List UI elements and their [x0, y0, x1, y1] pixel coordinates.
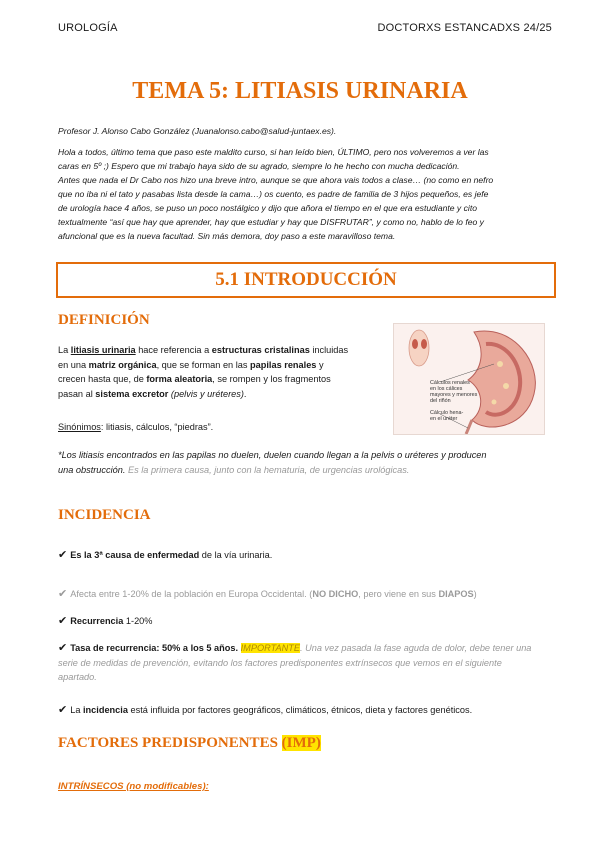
- definicion-body: [58, 343, 378, 401]
- term-aleatoria: forma aleatoria: [146, 374, 213, 384]
- check-icon: ✔: [58, 549, 68, 561]
- text: Es la 3ª causa de enfermedad: [70, 550, 200, 560]
- sinonimos-label: Sinónimos: [58, 422, 101, 432]
- term-matriz: matriz orgánica: [88, 359, 157, 370]
- incidencia-item-4: [58, 641, 540, 685]
- text: (pelvis y uréteres): [170, 388, 244, 399]
- intro-p2-line: de urología hace 4 años, se puso un poco nostálgico y dijo que añora el tiempo en el que era estudiante y cito: [58, 203, 477, 213]
- text: de la vía urinaria.: [199, 550, 273, 560]
- note-line: una obstrucción.: [58, 464, 126, 475]
- text: incidencia: [83, 705, 128, 715]
- definicion-heading: DEFINICIÓN: [58, 312, 150, 328]
- text: pasan al: [58, 388, 96, 399]
- def-line-4: [58, 387, 378, 402]
- note-line-gray: Es la primera causa, junto con la hematuria, de urgencias urológicas.: [125, 464, 410, 475]
- important-tag: IMPORTANTE: [240, 643, 301, 653]
- figure-label: del riñón: [430, 398, 451, 404]
- text: .: [243, 388, 247, 399]
- text: está influida por factores geográficos, climáticos, étnicos, dieta y factores genéticos.: [127, 705, 473, 715]
- intro-p2-line: afuncional que es la nueva facultad. Sin más demora, doy paso a este maravilloso tema.: [58, 231, 396, 241]
- sinonimos-line: [58, 420, 213, 435]
- section-title: 5.1 INTRODUCCIÓN: [215, 269, 397, 290]
- text: Afecta entre 1-20% de la población en Europa Occidental. (: [70, 589, 313, 599]
- intro-paragraph-2: [58, 173, 540, 243]
- def-line-2: [58, 358, 378, 373]
- check-icon: ✔: [58, 588, 68, 600]
- header-right: DOCTORXS ESTANCADXS 24/25: [377, 22, 552, 34]
- incidencia-item-3: [58, 614, 152, 629]
- text: , pero viene en sus: [358, 589, 439, 599]
- intro-p2-line: textualmente “así que hay que aprender, hay que estudiar y hay que DISFRUTAR”, y como no, hablo de lo feo y: [58, 217, 484, 227]
- term-papilas: papilas renales: [250, 359, 317, 370]
- text: 1-20%: [123, 616, 153, 626]
- professor-line: Profesor J. Alonso Cabo González (Juanalonso.cabo@salud-juntaex.es).: [58, 126, 337, 136]
- figure-label: Cálculos renales: [430, 380, 470, 386]
- text: incluidas: [309, 345, 349, 355]
- text: Tasa de recurrencia: 50% a los 5 años.: [70, 643, 239, 653]
- text: serie de medidas de prevención, evitando los factores predisponentes extrínsecos que vemos en el siguiente: [58, 657, 502, 668]
- intro-paragraph-1: [58, 145, 540, 173]
- text: ): [473, 589, 477, 599]
- section-heading-box: [56, 262, 556, 298]
- text: . Una vez pasada la fase aguda de dolor, debe tener una: [300, 643, 532, 653]
- text: hace referencia a: [135, 345, 212, 355]
- intro-p2-line: que no iba ni el tato y pasabas lista desde la cama…) os cuento, es padre de familia de 3 hijos pequeños, es jefe: [58, 189, 489, 199]
- definicion-note: [58, 448, 538, 477]
- kidney-stones-illustration: [393, 323, 545, 435]
- term-estructuras: estructuras cristalinas: [211, 345, 310, 355]
- incidencia-item-5: [58, 703, 472, 718]
- sinonimos-text: : litiasis, cálculos, “piedras”.: [100, 422, 214, 432]
- text: La: [58, 345, 71, 355]
- text: DIAPOS: [438, 589, 474, 599]
- note-line: *Los litiasis encontrados en las papilas no duelen, duelen cuando llegan a la pelvis o uréteres y producen: [58, 450, 487, 460]
- incidencia-heading: INCIDENCIA: [58, 507, 151, 523]
- incidencia-item-2: [58, 587, 477, 602]
- kidney-illustration-svg: [394, 324, 544, 434]
- text: apartado.: [58, 672, 97, 682]
- check-icon: ✔: [58, 704, 68, 716]
- check-icon: ✔: [58, 642, 68, 654]
- header-left: UROLOGÍA: [58, 22, 118, 34]
- figure-label: en el uréter: [430, 416, 458, 422]
- text: , que se forman en las: [156, 359, 251, 370]
- factores-title: FACTORES PREDISPONENTES: [58, 735, 278, 751]
- text: NO DICHO: [312, 589, 359, 599]
- intrinsecos-subheading: INTRÍNSECOS (no modificables):: [58, 781, 209, 792]
- incidencia-item-1: [58, 548, 272, 563]
- def-line-1: [58, 343, 378, 358]
- figure-label: mayores y menores: [430, 392, 478, 398]
- imp-tag: (IMP): [281, 735, 321, 751]
- term-litiasis: litiasis urinaria: [70, 345, 136, 355]
- figure-label: Cálculo hena-: [430, 410, 464, 416]
- intro-p1-line: caras en 5º ;) Espero que mi trabajo haya sido de su agrado, siempre lo he hecho con mucha dedicación.: [58, 161, 460, 171]
- term-sistema: sistema excretor: [95, 388, 169, 399]
- intro-p1-line: Hola a todos, último tema que paso este maldito curso, si han leído bien, ÚLTIMO, pero nos volveremos a ver las: [58, 147, 489, 157]
- factores-heading: [58, 735, 321, 752]
- figure-label: en los cálices: [430, 386, 463, 392]
- text: y: [316, 359, 324, 370]
- text: La: [70, 705, 83, 715]
- check-icon: ✔: [58, 615, 68, 627]
- def-line-3: crecen hasta que, de forma aleatoria, se rompen y los fragmentos: [58, 374, 331, 384]
- page-title: TEMA 5: LITIASIS URINARIA: [132, 78, 468, 104]
- intro-p2-line: Antes que nada el Dr Cabo nos hizo una breve intro, aunque se que ahora vais todos a clase… (no como en nefro: [58, 175, 494, 185]
- text: Recurrencia: [70, 616, 124, 626]
- text: en una: [58, 359, 89, 370]
